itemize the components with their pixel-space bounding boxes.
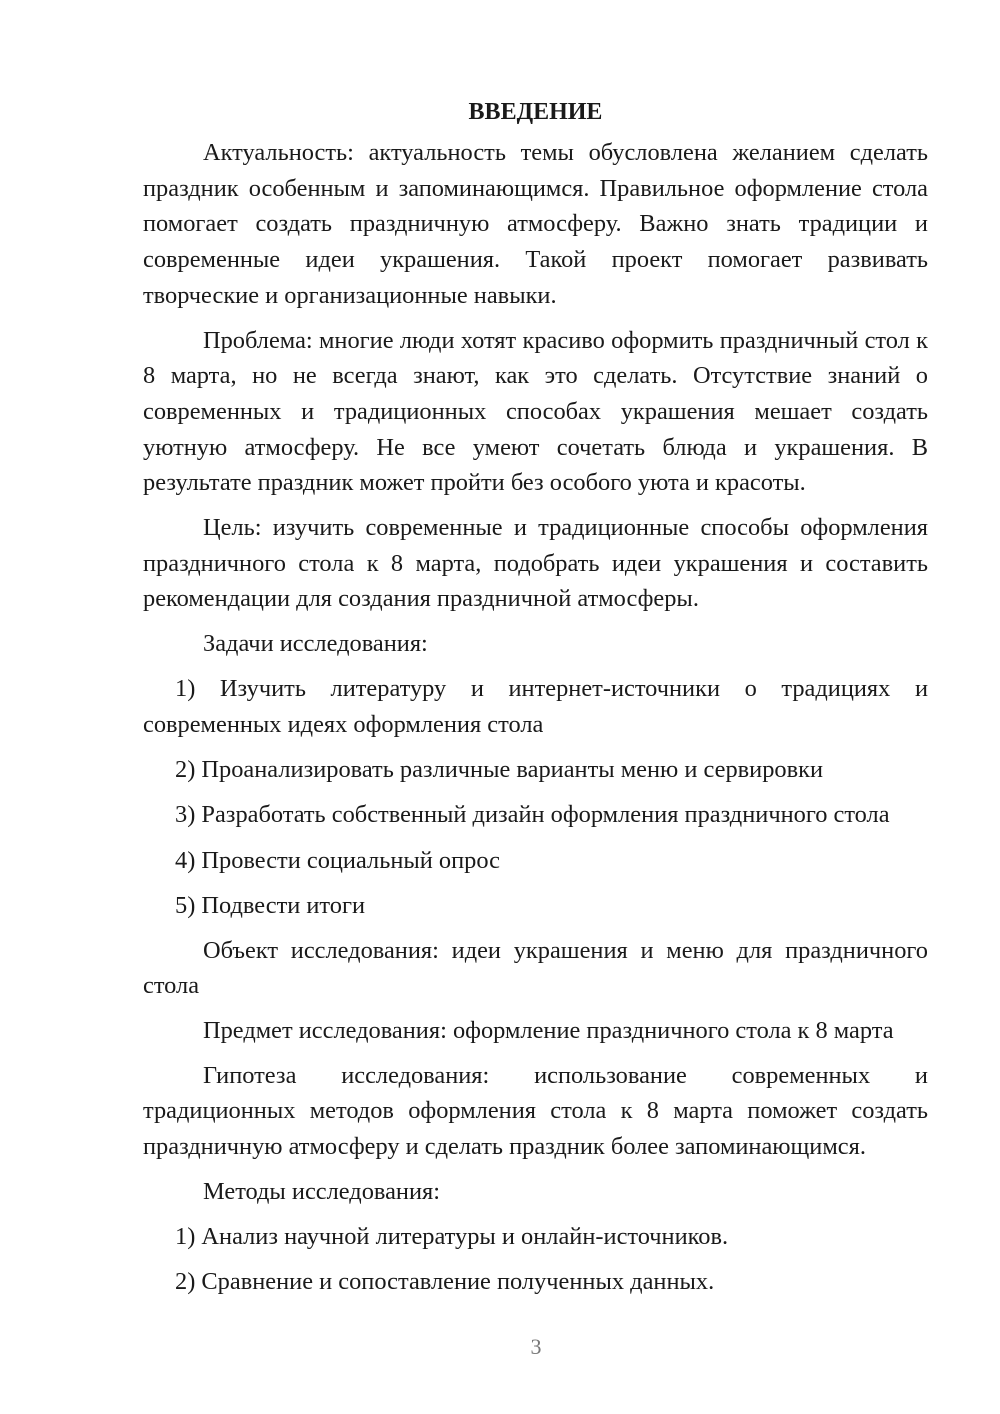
task-item-2: 2) Проанализировать различные варианты меню и сервировки — [175, 756, 824, 784]
problem-paragraph: Проблема: многие люди хотят красиво оформить праздничный стол к 8 марта, но не всегда знают, как это сделать. Отсутствие знаний о современных и традиционных способах украшения мешает создать уютную атмосферу. Не все умеют сочетать блюда и украшения. В результате праздник может пройти без особого уюта и красоты. — [143, 326, 928, 497]
subject-paragraph: Предмет исследования: оформление праздничного стола к 8 марта — [203, 1016, 894, 1044]
goal-paragraph: Цель: изучить современные и традиционные способы оформления праздничного стола к 8 марта, подобрать идеи украшения и составить рекомендации для создания праздничной атмосферы. — [143, 514, 928, 613]
page-content — [143, 96, 928, 1300]
task-item-1: 1) Изучить литературу и интернет-источники о традициях и современных идеях оформления стола — [143, 675, 928, 739]
methods-heading: Методы исследования: — [203, 1177, 441, 1205]
tasks-heading: Задачи исследования: — [203, 630, 428, 658]
task-item-4: 4) Провести социальный опрос — [175, 846, 500, 874]
section-title: ВВЕДЕНИЕ — [468, 99, 603, 125]
task-item-3: 3) Разработать собственный дизайн оформления праздничного стола — [175, 801, 890, 829]
page-number: 3 — [530, 1334, 542, 1359]
task-item-5: 5) Подвести итоги — [175, 891, 366, 919]
hypothesis-paragraph: Гипотеза исследования: использование современных и традиционных методов оформления стола к 8 марта поможет создать праздничную атмосферу и сделать праздник более запоминающимся. — [143, 1061, 928, 1161]
relevance-paragraph: Актуальность: актуальность темы обусловлена желанием сделать праздник особенным и запоминающимся. Правильное оформление стола помогает создать праздничную атмосферу. Важно знать традиции и современные идеи украшения. Такой проект помогает развивать творческие и организационные навыки. — [143, 139, 928, 309]
object-paragraph: Объект исследования: идеи украшения и меню для праздничного стола — [143, 936, 928, 1000]
method-item-1: 1) Анализ научной литературы и онлайн-источников. — [175, 1222, 729, 1250]
method-item-2: 2) Сравнение и сопоставление полученных данных. — [175, 1268, 715, 1296]
